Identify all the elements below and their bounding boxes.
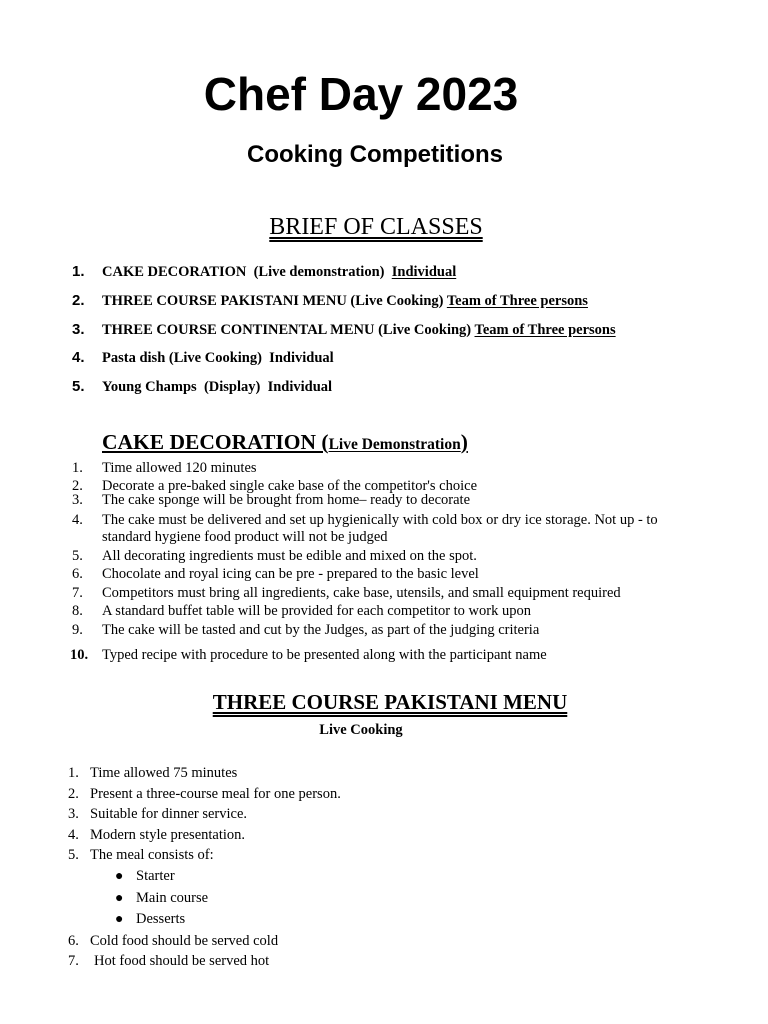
cake-rule-number: 3. (72, 492, 83, 508)
brief-item-tag: Team of Three persons (474, 321, 616, 338)
pakistani-rule (68, 804, 668, 825)
pakistani-subheading: Live Cooking (319, 722, 403, 738)
brief-item-number: 5. (72, 378, 85, 396)
cake-rule (70, 566, 690, 584)
pakistani-rule (68, 845, 668, 866)
pakistani-heading-text: THREE COURSE PAKISTANI MENU (212, 690, 568, 714)
pakistani-rule-number: 1. (68, 765, 79, 781)
cake-heading-main: CAKE DECORATION ( (102, 430, 329, 454)
cake-rule (70, 460, 690, 478)
pakistani-heading (0, 688, 768, 716)
cake-rule-text: Chocolate and royal icing can be pre - prepared to the basic level (102, 566, 479, 582)
brief-item (68, 319, 616, 348)
cake-rule-text: The cake sponge will be brought from home– ready to decorate (102, 492, 471, 508)
brief-item-text: CAKE DECORATION (Live demonstration) (102, 264, 392, 280)
pakistani-rule-number: 6. (68, 932, 79, 949)
pakistani-rule-text: Hot food should be served hot (94, 953, 270, 970)
cake-rule-number: 9. (72, 621, 83, 638)
brief-item-text: Young Champs (Display) Individual (102, 379, 333, 396)
brief-item-number: 2. (72, 291, 85, 309)
brief-item-number: 1. (72, 263, 85, 280)
pakistani-rule (68, 784, 668, 805)
pakistani-rules-list (68, 763, 668, 972)
cake-heading-close: ) (460, 430, 468, 454)
bullet-icon: ● (115, 868, 124, 884)
cake-rule-text: All decorating ingredients must be edible and mixed on the spot. (102, 547, 477, 564)
cake-rule (70, 647, 690, 665)
cake-rule (70, 548, 690, 566)
cake-rule (70, 622, 690, 640)
cake-heading-small: Live Demonstration (328, 436, 461, 453)
cake-rule-text: A standard buffet table will be provided for each competitor to work upon (102, 603, 531, 619)
cake-rule-text: The cake will be tasted and cut by the Judges, as part of the judging criteria (102, 621, 540, 638)
pakistani-rule-text: Present a three-course meal for one person. (90, 785, 341, 802)
cake-rule-number: 10. (70, 647, 89, 663)
cake-rule-number: 7. (72, 584, 83, 601)
pakistani-rule-number: 4. (68, 826, 79, 843)
brief-item-text: Pasta dish (Live Cooking) Individual (102, 350, 334, 367)
brief-heading (0, 212, 752, 242)
page-subtitle: Cooking Competitions (247, 141, 503, 168)
cake-rule (70, 492, 690, 510)
pakistani-rule-number: 3. (68, 806, 79, 823)
cake-rule-text: The cake must be delivered and set up hygienically with cold box or dry ice storage. Not up - to standard hygiene food product will not be judged (102, 511, 658, 545)
cake-rule-number: 2. (72, 477, 83, 494)
cake-rules-list (70, 460, 690, 665)
pakistani-rule-text: Modern style presentation. (90, 826, 246, 843)
cake-rule-number: 6. (72, 566, 83, 582)
brief-item-number: 4. (72, 349, 85, 367)
brief-heading-text: BRIEF OF CLASSES (269, 214, 483, 240)
cake-heading (102, 428, 468, 459)
brief-item (68, 290, 616, 319)
cake-rule-number: 8. (72, 603, 83, 619)
pakistani-rule (68, 825, 668, 846)
cake-rule-text: Time allowed 120 minutes (102, 460, 257, 476)
brief-item-tag: Individual (391, 264, 457, 280)
pakistani-rule-number: 2. (68, 785, 79, 802)
cake-rule-number: 4. (72, 511, 83, 528)
course-item-text: Starter (136, 867, 175, 884)
cake-rule-number: 1. (72, 460, 83, 476)
pakistani-rule (68, 951, 668, 972)
pakistani-rule-text: Cold food should be served cold (90, 932, 279, 949)
page-title: Chef Day 2023 (203, 68, 519, 120)
course-item-text: Desserts (136, 911, 186, 928)
course-item (68, 909, 668, 931)
pakistani-rule-number: 5. (68, 847, 79, 864)
cake-rule-text: Typed recipe with procedure to be presented along with the participant name (102, 647, 547, 663)
pakistani-rule (68, 763, 668, 784)
brief-item-number: 3. (72, 320, 85, 338)
brief-item-tag: Team of Three persons (446, 292, 588, 309)
bullet-icon: ● (115, 912, 124, 928)
course-item (68, 866, 668, 888)
cake-rule-text: Competitors must bring all ingredients, cake base, utensils, and small equipment required (102, 584, 621, 601)
brief-list (68, 261, 616, 405)
cake-rule-text: Decorate a pre-baked single cake base of the competitor's choice (102, 477, 478, 494)
brief-item (68, 261, 616, 290)
cake-rule-number: 5. (72, 547, 83, 564)
brief-item-text: THREE COURSE PAKISTANI MENU (Live Cooking) (102, 292, 447, 309)
cake-rule (70, 512, 690, 547)
pakistani-rule-number: 7. (68, 953, 79, 970)
pakistani-rule-text: Suitable for dinner service. (90, 806, 248, 823)
brief-item-text: THREE COURSE CONTINENTAL MENU (Live Cooking) (102, 321, 475, 338)
course-item (68, 888, 668, 910)
pakistani-rule-text: Time allowed 75 minutes (90, 765, 238, 781)
pakistani-rule-text: The meal consists of: (90, 847, 214, 864)
brief-item (68, 347, 616, 376)
course-item-text: Main course (136, 889, 209, 906)
cake-rule (70, 603, 690, 621)
cake-rule (70, 585, 690, 603)
pakistani-rule (68, 931, 668, 952)
brief-item (68, 376, 616, 405)
bullet-icon: ● (115, 890, 124, 906)
